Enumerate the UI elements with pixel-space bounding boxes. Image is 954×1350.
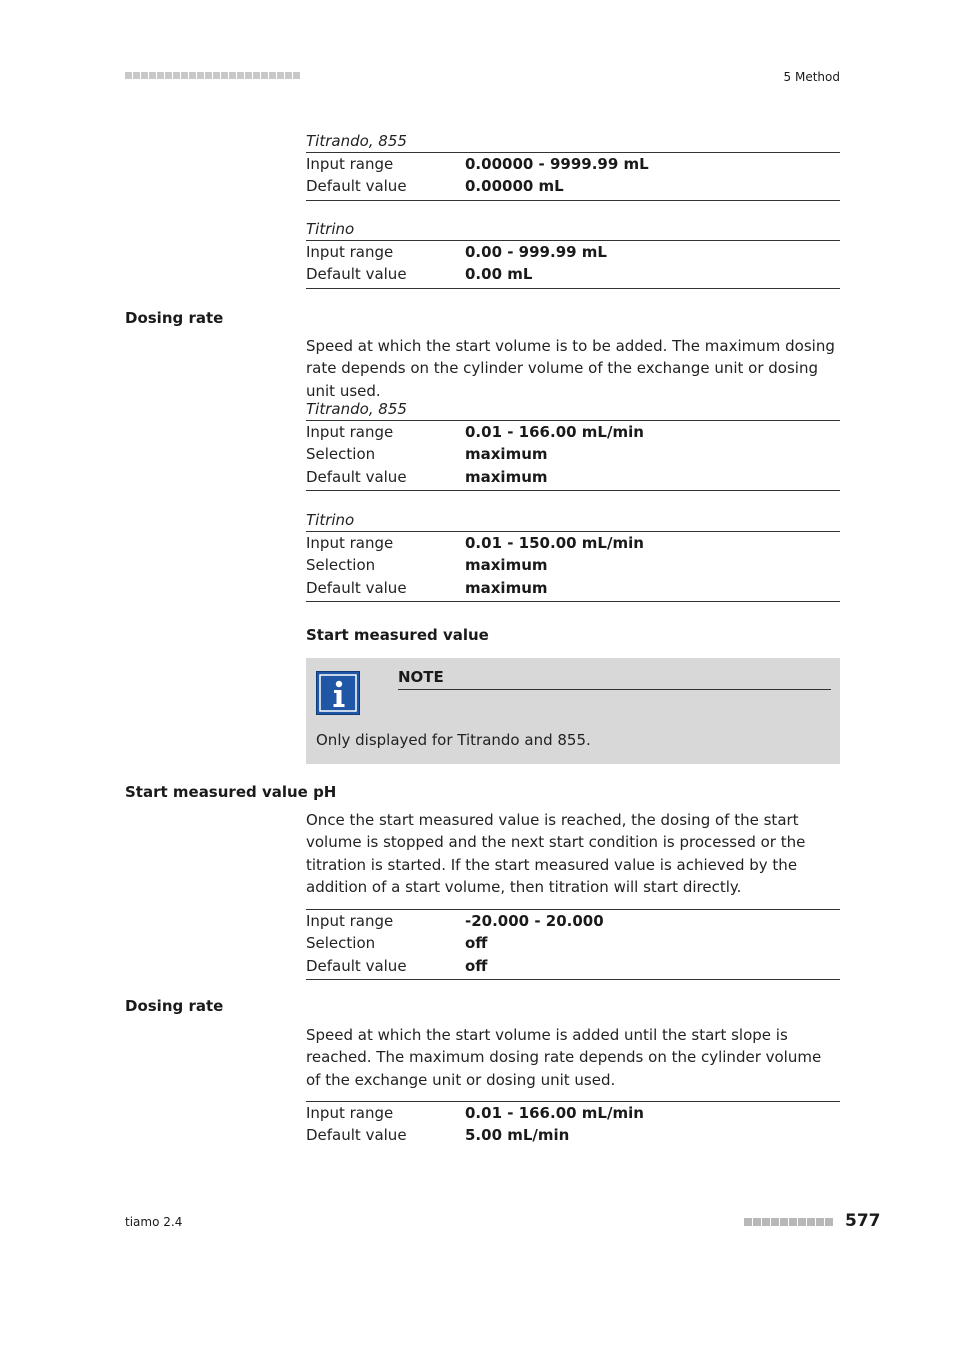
table-body bbox=[306, 153, 840, 201]
row-value: maximum bbox=[465, 467, 548, 486]
row-value: 0.01 - 166.00 mL/min bbox=[465, 423, 644, 441]
table-body bbox=[306, 909, 840, 980]
param-table-titrando-volume bbox=[306, 130, 840, 201]
row-value: 0.00 - 999.99 mL bbox=[465, 243, 607, 261]
product-name: tiamo 2.4 bbox=[125, 1215, 183, 1229]
row-key: Default value bbox=[306, 578, 407, 597]
row-value: off bbox=[465, 956, 488, 975]
param-table-start-measured-value-ph bbox=[306, 909, 840, 980]
row-key: Default value bbox=[306, 1126, 407, 1145]
table-row bbox=[306, 1102, 840, 1124]
section-text-dosing-rate-2: Speed at which the start volume is added until the start slope is reached. The maximum dosing rate depends on the cylinder volume of the exchange unit or dosing unit used. bbox=[306, 1026, 822, 1089]
row-value: 0.01 - 166.00 mL/min bbox=[465, 1104, 644, 1122]
chapter-title: 5 Method bbox=[783, 70, 840, 84]
table-caption: Titrino bbox=[306, 218, 840, 241]
note-box bbox=[306, 658, 840, 764]
table-row bbox=[306, 1124, 840, 1146]
section-title-start-measured-value-ph: Start measured value pH bbox=[125, 783, 337, 801]
row-key: Input range bbox=[306, 155, 394, 173]
row-key: Input range bbox=[306, 243, 394, 261]
section-title-dosing-rate-2: Dosing rate bbox=[125, 997, 224, 1015]
param-table-dosing-rate-2 bbox=[306, 1101, 840, 1149]
row-key: Input range bbox=[306, 423, 394, 441]
footer-decoration bbox=[744, 1218, 833, 1226]
table-row bbox=[306, 532, 840, 554]
row-value: 5.00 mL/min bbox=[465, 1126, 570, 1145]
section-text-dosing-rate: Speed at which the start volume is to be added. The maximum dosing rate depends on the cylinder volume of the exchange unit or dosing unit used. bbox=[306, 337, 835, 400]
row-value: maximum bbox=[465, 578, 548, 597]
row-value: 0.00000 mL bbox=[465, 177, 564, 196]
table-row bbox=[306, 955, 840, 977]
row-key: Selection bbox=[306, 556, 376, 575]
table-body bbox=[306, 421, 840, 491]
table-row bbox=[306, 421, 840, 443]
row-key: Selection bbox=[306, 934, 376, 953]
row-value: -20.000 - 20.000 bbox=[465, 912, 604, 930]
row-value: 0.01 - 150.00 mL/min bbox=[465, 534, 644, 552]
row-key: Input range bbox=[306, 534, 394, 552]
table-row bbox=[306, 466, 840, 488]
table-row bbox=[306, 153, 840, 175]
table-row bbox=[306, 910, 840, 932]
row-value: off bbox=[465, 934, 488, 953]
table-body bbox=[306, 532, 840, 602]
table-caption: Titrando, 855 bbox=[306, 398, 840, 421]
subsection-title-start-measured-value: Start measured value bbox=[306, 626, 489, 644]
table-body bbox=[306, 241, 840, 289]
note-text: Only displayed for Titrando and 855. bbox=[316, 731, 591, 749]
row-key: Default value bbox=[306, 177, 407, 196]
param-table-titrino-volume bbox=[306, 218, 840, 289]
row-key: Selection bbox=[306, 445, 376, 464]
table-row bbox=[306, 263, 840, 285]
row-key: Default value bbox=[306, 467, 407, 486]
row-key: Default value bbox=[306, 265, 407, 284]
note-title: NOTE bbox=[398, 668, 831, 690]
table-caption: Titrando, 855 bbox=[306, 130, 840, 153]
table-row bbox=[306, 932, 840, 954]
row-value: maximum bbox=[465, 556, 548, 575]
param-table-titrino-rate bbox=[306, 509, 840, 602]
table-row bbox=[306, 241, 840, 263]
page-number: 577 bbox=[845, 1211, 881, 1231]
table-row bbox=[306, 577, 840, 599]
row-value: 0.00000 - 9999.99 mL bbox=[465, 155, 649, 173]
row-key: Default value bbox=[306, 956, 407, 975]
param-table-titrando-rate bbox=[306, 398, 840, 491]
section-title-dosing-rate: Dosing rate bbox=[125, 309, 224, 327]
table-row bbox=[306, 554, 840, 576]
header-decoration bbox=[125, 72, 300, 80]
table-row bbox=[306, 175, 840, 197]
row-value: 0.00 mL bbox=[465, 265, 533, 284]
table-body bbox=[306, 1101, 840, 1149]
table-caption: Titrino bbox=[306, 509, 840, 532]
info-icon bbox=[316, 671, 360, 715]
section-text-start-measured-value-ph: Once the start measured value is reached, the dosing of the start volume is stopped and the next start condition is processed or the titration is started. If the start measured value is achieved by the addition of a start volume, then titration will start directly. bbox=[306, 811, 806, 896]
row-value: maximum bbox=[465, 445, 548, 464]
row-key: Input range bbox=[306, 1104, 394, 1122]
table-row bbox=[306, 443, 840, 465]
row-key: Input range bbox=[306, 912, 394, 930]
